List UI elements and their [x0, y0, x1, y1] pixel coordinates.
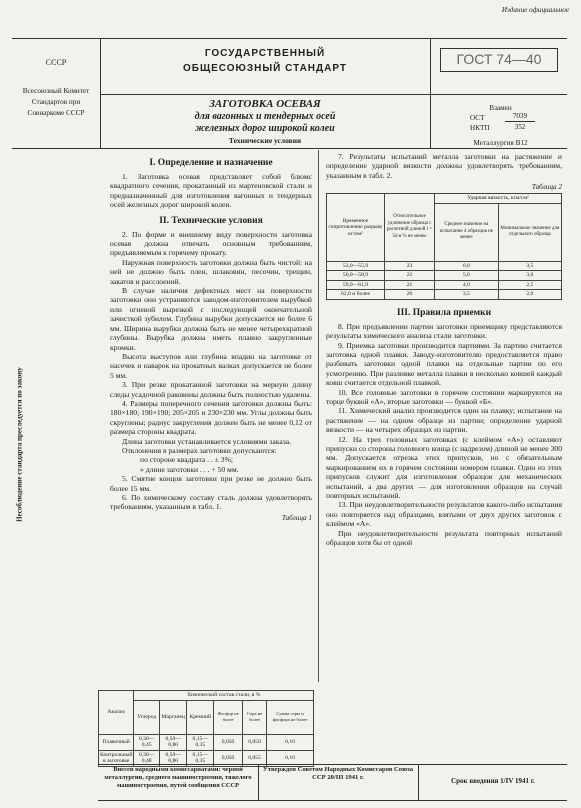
- table-1: [98, 690, 314, 767]
- t2-cell: 62,0 и более: [327, 290, 385, 300]
- t1-cell: 0,10: [267, 734, 314, 750]
- nktp-label: НКТП: [470, 124, 490, 132]
- t1-cell: 0,15—0,35: [187, 750, 214, 766]
- para-2b: В случае наличия дефектных мест на поверхности заготовки они устраняются заводом-изготовителем вырубкой или огневой вырезкой с последующей окончательной зачисткой зубилом. Глубина вырубки допускается не более 6 мм. Ширина вырубки должна быть не менее четырехкратной глубины. Вырубка должна иметь плавно закругленные кромки.: [110, 286, 312, 352]
- t1-cell: 0,50—0,80: [159, 750, 186, 766]
- t1-cell: 0,050: [214, 734, 243, 750]
- column-divider: [318, 150, 319, 682]
- t1-r0-name: Плавочный: [99, 734, 134, 750]
- table-row: [327, 280, 562, 290]
- doc-title: ЗАГОТОВКА ОСЕВАЯ: [209, 98, 321, 110]
- replace-label: Взамен: [489, 104, 512, 112]
- t1-head-group: Химический состав стали, в %: [134, 691, 314, 701]
- section-1-title: I. Определение и назначение: [149, 158, 273, 168]
- table-row: [327, 290, 562, 300]
- t2-cell: 2,5: [498, 280, 561, 290]
- t1-cell: 0,10: [267, 750, 314, 766]
- t1-col-4: Сера не более: [243, 700, 267, 734]
- nktp-frac: 352: [514, 123, 526, 131]
- t2-cell: 22: [385, 271, 435, 281]
- left-column: [110, 152, 312, 523]
- section-2-title: II. Технические условия: [159, 215, 263, 226]
- ost-frac: 7039: [505, 112, 535, 122]
- t2-cell: 3,0: [498, 271, 561, 281]
- header-committee: Всесоюзный Комитет Стандартов при Совнаркоме СССР: [22, 87, 90, 117]
- gost-number: ГОСТ 74—40: [440, 48, 558, 72]
- tolerance-1: по стороне квадрата . . ± 3%;: [140, 455, 234, 465]
- t2-cell: 56,0—58,9: [327, 271, 385, 281]
- para-1: 1. Заготовка осевая представляет собой блюмс квадратного сечения, прокатанный из мартеновской стали и предназначенный для изготовления вагонных и тендерных осей железных дорог широкой колеи.: [110, 172, 312, 210]
- para-4a: Длина заготовки устанавливается условиями заказа.: [122, 436, 291, 446]
- table-2: [326, 193, 562, 300]
- table-row: [99, 734, 314, 750]
- t2-head-2: Относительное удлинение образца с расчетной длиной l = 5d в % не менее: [385, 194, 435, 262]
- para-8: 8. При предъявлении партии заготовки приемщику представляются результаты химического анализа стали заготовки.: [326, 321, 562, 341]
- t2-cell: 21: [385, 280, 435, 290]
- para-7: 7. Результаты испытаний металла заготовки на растяжение и определение ударной вязкости должны удовлетворять требованиям, указанным в табл. 2.: [326, 152, 562, 180]
- side-note: Несоблюдение стандарта преследуется по закону: [15, 367, 24, 522]
- para-9: 9. Приемка заготовки производится партиями. За партию считается заготовка одной плавки. Заводу-изготовителю предоставляется право разбивать заготовки одной плавки на отдельные партии по его усмотрению. При разливке металла плавки в несколько ковшей каждый ковш считается отдельной плавкой.: [326, 340, 562, 388]
- para-13: 13. При неудовлетворительности результатов какого-либо испытания оно повторяется над образцами, взятыми от двух других заготовок с клеймом «А».: [326, 500, 562, 529]
- para-4: 4. Размеры поперечного сечения заготовки должны быть: 180×180; 190×190; 205×205 и 230×230 мм. Углы должны быть скруглены; радиус закругления должен быть не менее 0,12 от размера стороны квадрата.: [110, 398, 312, 437]
- footer-bottom-rule: [98, 800, 567, 801]
- t1-col-2: Кремний: [187, 700, 214, 734]
- para-2a: Наружная поверхность заготовки должна быть чистой: на ней не должно быть плен, шлаковин, песочин, трещин, закатов и расслоений.: [110, 257, 312, 286]
- header-top-rule: [12, 38, 567, 39]
- doc-subtitle-2: железных дорог широкой колеи: [195, 123, 335, 134]
- t1-cell: 0,15—0,35: [187, 734, 214, 750]
- t2-cell: 3,5: [435, 290, 499, 300]
- para-4b: Отклонения в размерах заготовки допускаются:: [122, 445, 277, 455]
- footer-top-rule: [98, 764, 567, 765]
- table-1-caption: Таблица 1: [281, 513, 312, 522]
- ost-label: ОСТ: [470, 114, 485, 122]
- para-12: 12. На трех головных заготовках (с клеймом «А») оставляют припуски со стороны головного конца (с надрезом) длиной не менее 300 мм. Допускается отрезка этих припусков, но с обязательным маркированием их в горячем состоянии номером плавки. Один из этих припусков служит для изготовления образцов для механических испытаний, а два других — для изготовления образцов на случай повторных испытаний.: [326, 434, 562, 501]
- t2-cell: 59,0—61,9: [327, 280, 385, 290]
- para-3: 3. При резке прокатанной заготовки на мерную длину следы усадочной раковины должны быть полностью удалены.: [110, 380, 312, 399]
- para-5: 5. Смятие концов заготовки при резке не должно быть более 15 мм.: [110, 474, 312, 493]
- footer-effective-date: Срок введения 1/IV 1941 г.: [451, 777, 535, 785]
- t2-cell: 2,0: [498, 290, 561, 300]
- t2-cell: 23: [385, 261, 435, 271]
- para-6: 6. По химическому составу сталь должна удовлетворять требованиям, указанным в табл. 1.: [110, 493, 312, 512]
- t1-col-1: Марганец: [159, 700, 186, 734]
- t2-head-3: Среднее значение на испытание 4 образцов не менее: [435, 203, 499, 261]
- para-14: При неудовлетворительности результата повторных испытаний образцов хотя бы от одной: [326, 528, 562, 548]
- t2-cell: 3,5: [498, 261, 561, 271]
- para-2c: Высота выступов или глубина впадин на заготовке от насечек и наварок на прокатных валках допускается не более 5 мм.: [110, 351, 312, 380]
- footer-vline-2: [418, 764, 419, 800]
- right-column: [326, 152, 562, 547]
- para-11: 11. Химический анализ производится один на плавку; испытание на растяжение — на одном образце из партии; определение ударной вязкости — на четырех образцах из партии.: [326, 406, 562, 435]
- t1-cell: 0,30—0,48: [134, 750, 160, 766]
- t1-cell: 0,30—0,45: [134, 734, 160, 750]
- para-10: 10. Все головные заготовки в горячем состоянии маркируются на торце буквой «А», вторые заготовки — буквой «Б».: [326, 387, 562, 406]
- table-row: [327, 261, 562, 271]
- t1-cell: 0,050: [214, 750, 243, 766]
- header-vline-2: [430, 38, 431, 148]
- table-2-caption: Таблица 2: [531, 183, 562, 192]
- t1-col-0: Углерод: [134, 700, 160, 734]
- t1-r1-name: Контрольный в заготовке: [100, 751, 133, 764]
- t1-cell: 0,50—0,80: [159, 734, 186, 750]
- t2-cell: 4,0: [435, 280, 499, 290]
- footer-vline-1: [258, 764, 259, 800]
- footer-approved: Утвержден Советом Народных Комиссаров Союза ССР 20/III 1941 г.: [262, 766, 414, 781]
- para-2: 2. По форме и внешнему виду поверхности заготовка осевая должна отвечать основным требованиям, предъявляемым к горячему прокату.: [110, 229, 312, 258]
- t2-head-group: Ударная вязкость, кгм/см²: [435, 194, 562, 204]
- t1-col-5: Сумма серы и фосфора не более: [267, 700, 314, 734]
- header-title-1: ГОСУДАРСТВЕННЫЙ: [204, 48, 326, 59]
- t1-head-analysis: Анализ: [99, 691, 134, 735]
- t2-cell: 5,0: [435, 271, 499, 281]
- t1-cell: 0,055: [243, 750, 267, 766]
- doc-subtitle-1: для вагонных и тендерных осей: [194, 111, 336, 122]
- t2-head-1: Временное сопротивление разрыву кг/мм²: [327, 194, 385, 262]
- t2-cell: 20: [385, 290, 435, 300]
- t2-cell: 52,0—55,9: [327, 261, 385, 271]
- header-mid-rule: [100, 94, 567, 95]
- t2-head-4: Минимальное значение для отдельного образца: [498, 203, 561, 261]
- section-3-title: III. Правила приемки: [396, 307, 492, 318]
- tolerance-2: » длине заготовки . . . + 50 мм.: [140, 464, 239, 474]
- edition-label: Издание официальное: [501, 6, 569, 14]
- category-label: Металлургия В12: [473, 139, 528, 147]
- header-country: СССР: [45, 58, 67, 67]
- header-title-2: ОБЩЕСОЮЗНЫЙ СТАНДАРТ: [182, 63, 348, 74]
- t2-cell: 6,0: [435, 261, 499, 271]
- footer-introduced: Внесен народными комиссариатами: черной металлургии, среднего машиностроения, тяжелого машиностроения, путей сообщения СССР: [104, 766, 252, 789]
- t1-cell: 0,050: [243, 734, 267, 750]
- t1-col-3: Фосфор не более: [214, 700, 243, 734]
- header-bottom-rule: [12, 148, 567, 149]
- table-row: [327, 271, 562, 281]
- doc-subtitle-3: Технические условия: [228, 136, 302, 145]
